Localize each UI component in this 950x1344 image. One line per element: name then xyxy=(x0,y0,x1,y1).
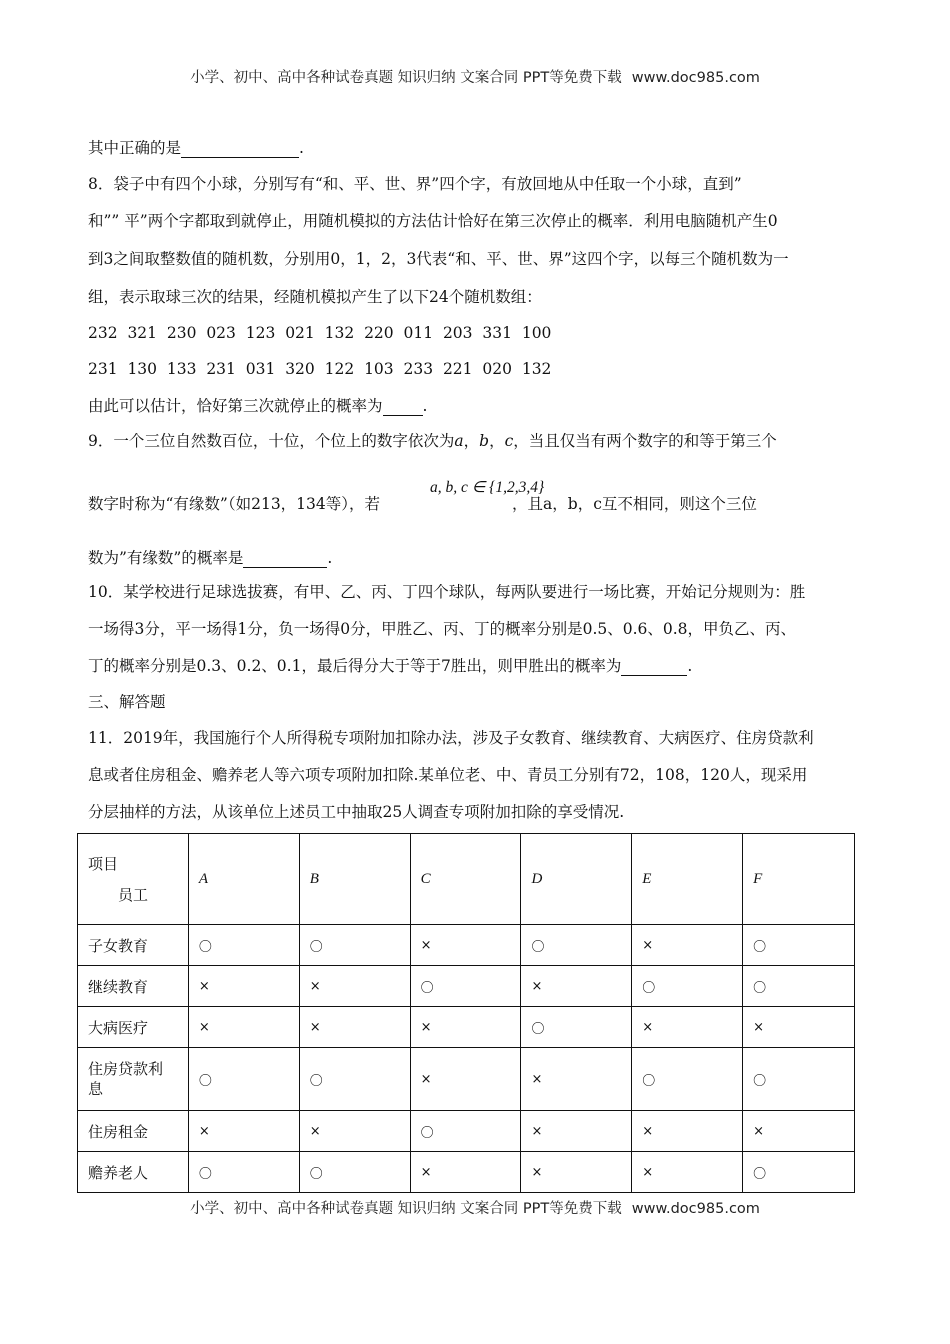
table-row xyxy=(78,925,855,966)
q8-conclusion: 由此可以估计，恰好第三次就停止的概率为 . xyxy=(88,397,428,415)
q11-line3: 分层抽样的方法，从该单位上述员工中抽取25人调查专项附加扣除的享受情况. xyxy=(88,803,625,821)
section-heading: 三、解答题 xyxy=(88,693,166,711)
answer-blank xyxy=(243,551,327,568)
corner-top: 项目 xyxy=(88,855,119,873)
table-cell: 〇 xyxy=(410,966,521,1007)
q9-line1-pre: 9．一个三位自然数百位，十位，个位上的数字依次为 xyxy=(88,432,455,450)
q9-line2 xyxy=(88,494,868,514)
deduction-table xyxy=(77,833,855,1193)
table-cell: 〇 xyxy=(743,966,855,1007)
column-header: B xyxy=(299,834,410,925)
table-cell: × xyxy=(188,966,299,1007)
corner-cell xyxy=(78,834,189,925)
table-cell: × xyxy=(299,966,410,1007)
table-cell: × xyxy=(632,1007,743,1048)
corner-bottom: 员工 xyxy=(118,886,149,904)
table-cell: × xyxy=(521,1152,632,1193)
q9-line1: 9．一个三位自然数百位，十位，个位上的数字依次为a，b，c，当且仅当有两个数字的和等于第三个 xyxy=(88,432,777,450)
row-label: 大病医疗 xyxy=(78,1007,189,1048)
page-header xyxy=(0,66,950,87)
table-cell: 〇 xyxy=(521,1007,632,1048)
table-cell: 〇 xyxy=(299,925,410,966)
table-cell: × xyxy=(410,925,521,966)
row-label: 住房贷款利息 xyxy=(78,1048,189,1111)
footer-text: 小学、初中、高中各种试卷真题 知识归纳 文案合同 PPT等免费下载 xyxy=(190,1201,622,1217)
q7-tail-text: 其中正确的是 xyxy=(88,139,182,157)
table-cell: 〇 xyxy=(188,1152,299,1193)
q11-line2: 息或者住房租金、赡养老人等六项专项附加扣除.某单位老、中、青员工分别有72，108，120人，现采用 xyxy=(88,766,808,784)
table-cell: 〇 xyxy=(188,1048,299,1111)
table-cell: × xyxy=(410,1152,521,1193)
q8-line1: 8．袋子中有四个小球，分别写有“和、平、世、界”四个字，有放回地从中任取一个小球，直到” xyxy=(88,175,742,193)
answer-blank xyxy=(181,141,299,158)
table-cell: 〇 xyxy=(743,925,855,966)
table-row xyxy=(78,1152,855,1193)
page-footer xyxy=(0,1197,950,1218)
set-condition: a, b, c ∈ {1,2,3,4} xyxy=(430,479,545,496)
row-label: 赡养老人 xyxy=(78,1152,189,1193)
var-c: c xyxy=(504,432,514,450)
table-cell: × xyxy=(743,1007,855,1048)
q11-line1: 11．2019年，我国施行个人所得税专项附加扣除办法，涉及子女教育、继续教育、大病医疗、住房贷款利 xyxy=(88,729,814,747)
column-header: C xyxy=(410,834,521,925)
table-cell: 〇 xyxy=(521,925,632,966)
q9-line1-post: ，当且仅当有两个数字的和等于第三个 xyxy=(513,432,777,450)
table-cell: × xyxy=(521,966,632,1007)
q9-line2-post: ，且a，b，c互不相同，则这个三位 xyxy=(512,495,757,513)
answer-blank xyxy=(621,659,687,676)
table-cell: 〇 xyxy=(299,1152,410,1193)
column-header: F xyxy=(743,834,855,925)
q10-line1: 10．某学校进行足球选拔赛，有甲、乙、丙、丁四个球队，每两队要进行一场比赛，开始记分规则为：胜 xyxy=(88,583,806,601)
table-cell: 〇 xyxy=(632,966,743,1007)
q10-line3-text: 丁的概率分别是0.3、0.2、0.1，最后得分大于等于7胜出，则甲胜出的概率为 xyxy=(88,657,622,675)
table-cell: × xyxy=(299,1111,410,1152)
table-cell: 〇 xyxy=(743,1048,855,1111)
row-label: 住房租金 xyxy=(78,1111,189,1152)
table-cell: × xyxy=(410,1007,521,1048)
table-cell: × xyxy=(521,1048,632,1111)
table-cell: 〇 xyxy=(632,1048,743,1111)
table-cell: × xyxy=(632,1152,743,1193)
table-cell: 〇 xyxy=(743,1152,855,1193)
table-cell: × xyxy=(410,1048,521,1111)
table-row xyxy=(78,1007,855,1048)
q8-line3: 到3之间取整数值的随机数，分别用0，1，2，3代表“和、平、世、界”这四个字，以每三个随机数为一 xyxy=(88,250,789,268)
column-header: D xyxy=(521,834,632,925)
row-label: 子女教育 xyxy=(78,925,189,966)
table-cell: × xyxy=(188,1007,299,1048)
table-cell: 〇 xyxy=(299,1048,410,1111)
q8-conclusion-text: 由此可以估计，恰好第三次就停止的概率为 xyxy=(88,397,383,415)
column-header: A xyxy=(188,834,299,925)
table-row xyxy=(78,1048,855,1111)
var-b: b xyxy=(479,432,490,450)
q8-numbers-1: 232 321 230 023 123 021 132 220 011 203 331 100 xyxy=(88,324,552,342)
q10-line3: 丁的概率分别是0.3、0.2、0.1，最后得分大于等于7胜出，则甲胜出的概率为 . xyxy=(88,657,693,675)
table-cell: 〇 xyxy=(188,925,299,966)
q9-line3: 数为”有缘数”的概率是 . xyxy=(88,549,333,567)
table-cell: × xyxy=(743,1111,855,1152)
q9-line3-text: 数为”有缘数”的概率是 xyxy=(88,549,244,567)
table-header-row xyxy=(78,834,855,925)
column-header: E xyxy=(632,834,743,925)
q9-line2-pre: 数字时称为“有缘数”（如213，134等），若 xyxy=(88,495,381,513)
q7-tail: 其中正确的是 . xyxy=(88,139,304,157)
table-cell: × xyxy=(632,1111,743,1152)
table-cell: × xyxy=(188,1111,299,1152)
table-row xyxy=(78,966,855,1007)
header-text: 小学、初中、高中各种试卷真题 知识归纳 文案合同 PPT等免费下载 xyxy=(190,70,622,86)
var-a: a xyxy=(454,432,464,450)
table-cell: × xyxy=(299,1007,410,1048)
row-label: 继续教育 xyxy=(78,966,189,1007)
footer-url: www.doc985.com xyxy=(631,1201,760,1217)
table-cell: × xyxy=(521,1111,632,1152)
q8-line2: 和”” 平”两个字都取到就停止，用随机模拟的方法估计恰好在第三次停止的概率．利用电脑随机产生0 xyxy=(88,212,778,230)
q10-line2: 一场得3分，平一场得1分，负一场得0分，甲胜乙、丙、丁的概率分别是0.5、0.6、0.8，甲负乙、丙、 xyxy=(88,620,797,638)
table-row xyxy=(78,1111,855,1152)
header-url: www.doc985.com xyxy=(631,70,760,86)
table-cell: 〇 xyxy=(410,1111,521,1152)
q8-line4: 组，表示取球三次的结果，经随机模拟产生了以下24个随机数组： xyxy=(88,288,542,306)
q8-numbers-2: 231 130 133 231 031 320 122 103 233 221 020 132 xyxy=(88,360,552,378)
answer-blank xyxy=(383,399,423,416)
table-cell: × xyxy=(632,925,743,966)
